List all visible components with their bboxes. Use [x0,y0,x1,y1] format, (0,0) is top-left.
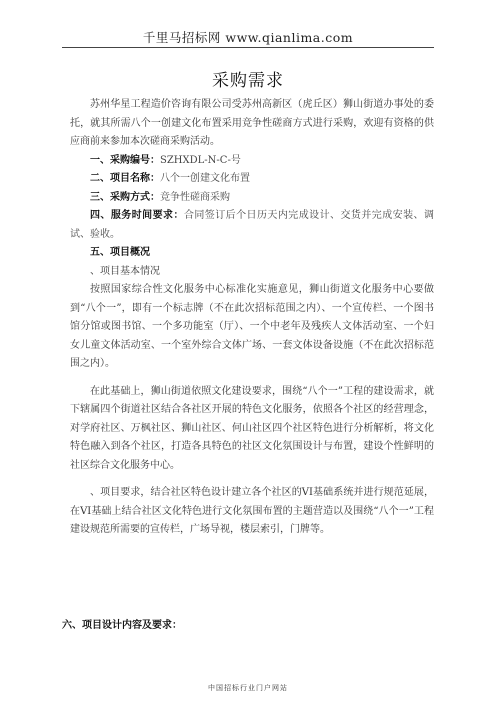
item-value: SZHXDL-N-C-号 [160,154,241,166]
item-label: 三、采购方式： [90,191,160,203]
section-five-heading: 五、项目概况 [90,247,150,258]
page-title: 采购需求 [212,71,284,91]
intro-paragraph: 苏州华星工程造价咨询有限公司受苏州高新区（虎丘区）狮山街道办事处的委托，就其所需八个一创建文化布置采用竞争性磋商方式进行采购，欢迎有资格的供应商前来参加本次磋商采购活动。 [70,99,434,147]
section-five-paragraph-3: 、项目要求，结合社区特色设计建立各个社区的VI基础系统并进行规范延展，在VI基础上结合社区文化特色进行文化氛围布置的主题营造以及围绕“八个一”工程建设规范所需要的宣传栏，广场导视，楼层索引，门牌等。 [70,487,434,535]
item-value: 竞争性磋商采购 [160,191,230,203]
document-body [70,96,434,540]
item-label: 一、采购编号： [90,154,160,166]
section-six-heading: 六、项目设计内容及要求： [62,620,182,631]
item-value: 合同签订后个日历天内完成设计、交货并完成安装、调试、验收。 [70,210,434,240]
item-value: 八个一创建文化布置 [160,173,250,184]
site-footer: 中国招标行业门户网站 [208,684,288,692]
section-five-subheading: 、项目基本情况 [90,265,160,277]
item-project-name [70,170,434,189]
header-divider [62,47,434,48]
site-header: 千里马招标网 www.qianlima.com [142,30,354,45]
item-service-time [70,207,434,244]
section-five-paragraph-2: 在此基础上，狮山街道依照文化建设要求，围绕“八个一”工程的建设需求，就下辖属四个街道社区结合各社区开展的特色文化服务，依照各个社区的经营理念，对学府社区、万枫社区、狮山社区、何山社区四个社区特色进行分析解析，将文化特色融入到各个社区，打造各具特色的社区文化氛围设计与布置，建设个性鲜明的社区综合文化服务中心。 [70,385,434,471]
item-procurement-number [70,152,434,171]
item-label: 二、项目名称： [90,173,160,184]
item-procurement-method [70,189,434,208]
section-five-paragraph-1: 按照国家综合性文化服务中心标准化实施意见，狮山街道文化服务中心要做到“八个一”，即有一个标志牌（不在此次招标范围之内）、一个宣传栏、一个图书馆分馆或图书馆、一个多功能室（厅）、一个中老年及残疾人文体活动室、一个妇女儿童文体活动室、一个室外综合文体广场、一套文体设备设施（不在此次招标范围之内）。 [70,284,434,369]
item-label: 四、服务时间要求： [90,210,184,221]
